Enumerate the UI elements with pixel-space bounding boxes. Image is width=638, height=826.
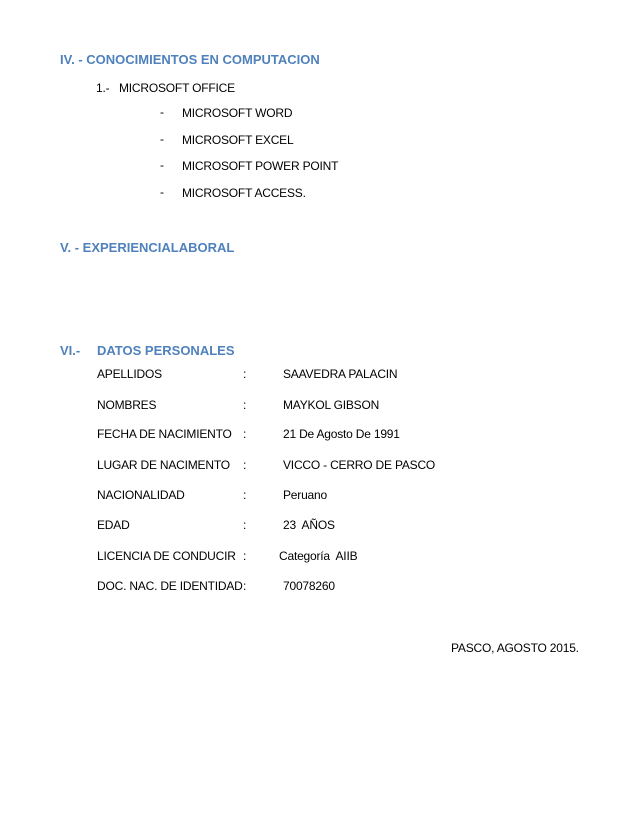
section-vi-number: VI.- [60,343,81,358]
row-label: LUGAR DE NACIMENTO [97,458,230,472]
row-label: NACIONALIDAD [97,488,185,502]
row-value: 70078260 [283,579,335,593]
row-value: 21 De Agosto De 1991 [283,427,400,441]
row-separator: : [243,427,247,441]
row-separator: : [243,518,247,532]
bullet-dash: - [160,132,164,146]
office-item-label: MICROSOFT OFFICE [119,81,235,95]
row-value: SAAVEDRA PALACIN [283,367,398,381]
row-value: Peruano [283,488,327,502]
bullet-dash: - [160,105,164,119]
row-separator: : [243,367,247,381]
row-separator: : [243,458,247,472]
row-separator: : [243,549,247,563]
bullet-dash: - [160,158,164,172]
row-label: LICENCIA DE CONDUCIR [97,549,236,563]
section-iv-heading: IV. - CONOCIMIENTOS EN COMPUTACION [60,52,320,67]
row-label: EDAD [97,518,130,532]
row-value: VICCO - CERRO DE PASCO [283,458,436,472]
row-separator: : [243,579,247,593]
row-value: MAYKOL GIBSON [283,398,380,412]
subitem-powerpoint: MICROSOFT POWER POINT [182,159,339,173]
row-label: DOC. NAC. DE IDENTIDAD [97,579,243,593]
row-value: 23 AÑOS [283,518,335,532]
row-separator: : [243,398,247,412]
section-vi-heading: DATOS PERSONALES [97,343,235,358]
place-date: PASCO, AGOSTO 2015. [451,641,579,655]
office-item-number: 1.- [96,81,110,95]
row-label: FECHA DE NACIMIENTO [97,427,232,441]
row-separator: : [243,488,247,502]
section-v-heading: V. - EXPERIENCIALABORAL [60,240,235,255]
row-label: NOMBRES [97,398,157,412]
bullet-dash: - [160,185,164,199]
row-value: Categoría AIIB [279,549,358,563]
subitem-excel: MICROSOFT EXCEL [182,133,294,147]
row-label: APELLIDOS [97,367,162,381]
subitem-access: MICROSOFT ACCESS. [182,186,306,200]
subitem-word: MICROSOFT WORD [182,106,293,120]
